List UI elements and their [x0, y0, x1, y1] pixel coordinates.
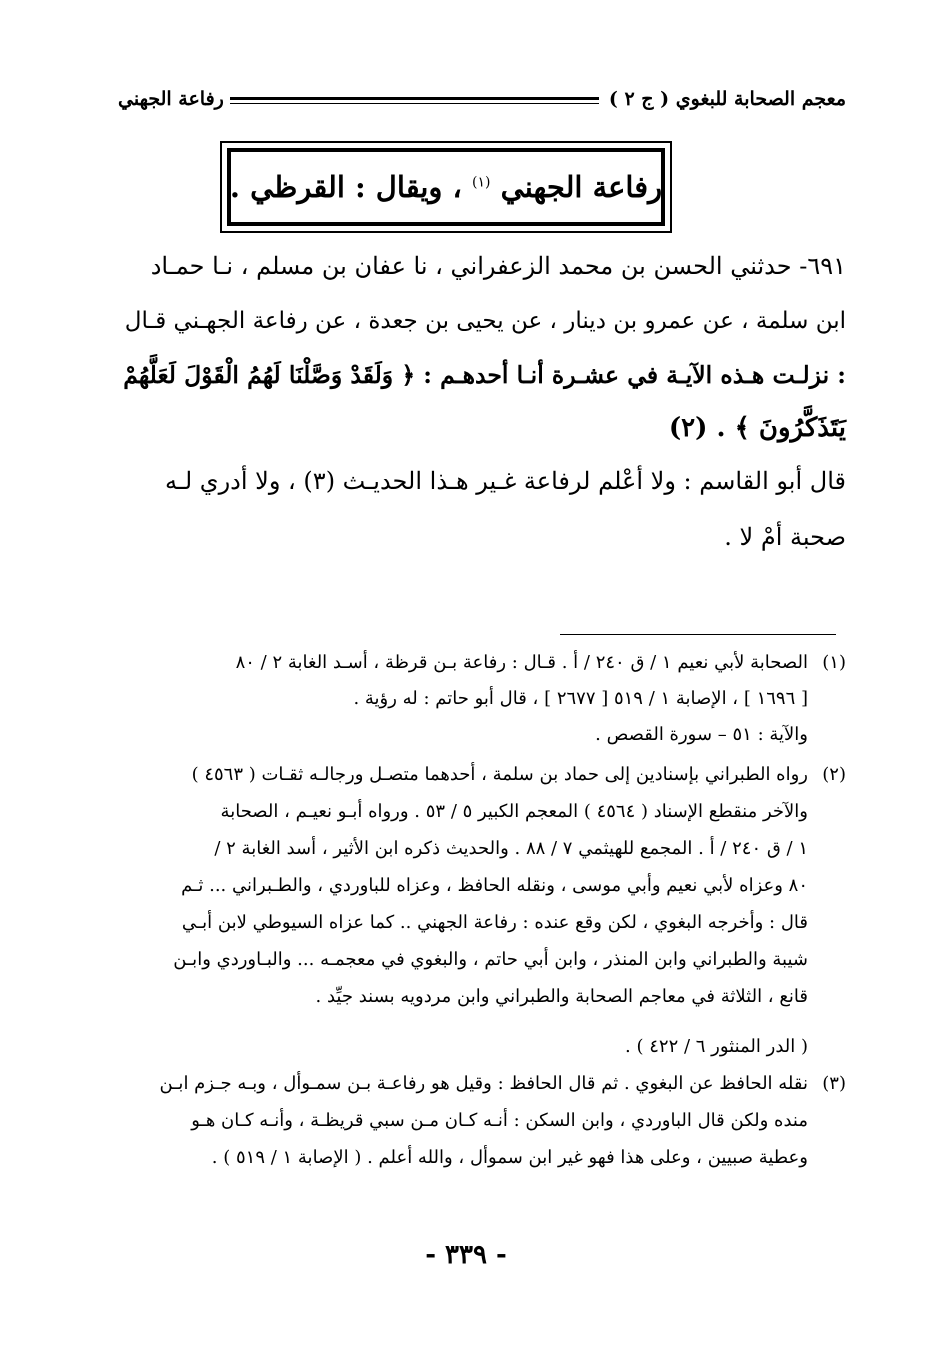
- footnote-line: قانع ، الثلاثة في معاجم الصحابة والطبراني وابن مردويه بسند جيِّد .: [315, 986, 808, 1007]
- footnote-line: الصحابة لأبي نعيم ١ / ق ٢٤٠ / أ . قـال : رفاعة بـن قرظة ، أسـد الغابة ٢ / ٨٠: [235, 652, 808, 673]
- footnote-line: قال : وأخرجه البغوي ، لكن وقع عنده : رفاعة الجهني .. كما عزاه السيوطي لابن أبـي: [181, 912, 808, 933]
- footnote-line: والآية : ٥١ – سورة القصص .: [595, 724, 808, 745]
- body-line-quran: يَتَذَكَّرُونَ ﴾ . (٢): [668, 413, 846, 443]
- footnote-separator: [560, 634, 836, 635]
- body-line: صحبة أمْ لا .: [724, 523, 846, 551]
- footnote-line: نقله الحافظ عن البغوي . ثم قال الحافظ : وقيل هو رفاعـة بـن سمـوأل ، وبـه جـزم ابـن: [159, 1073, 808, 1094]
- footnote-line: وعطية صبيين ، وعلى هذا فهو غير ابن سموأل ، والله أعلم . ( الإصابة ١ / ٥١٩ ) .: [211, 1147, 808, 1168]
- footnote-line: ( الدر المنثور ٦ / ٤٢٢ ) .: [625, 1036, 808, 1057]
- running-header: [118, 88, 846, 116]
- title-main: رفاعة الجهني: [500, 170, 663, 204]
- footnote-line: شيبة والطبراني وابن المنذر ، وابن أبي حاتم ، والبغوي في معجمـه ... والبـاوردي وابـن: [173, 949, 808, 970]
- entry-title: [230, 170, 662, 204]
- page-number: - ٣٣٩ -: [425, 1240, 507, 1270]
- footnote-number: (٣): [822, 1073, 846, 1094]
- header-rule: [230, 97, 599, 104]
- header-book-title: معجم الصحابة للبغوي ( ج ٢ ): [608, 88, 846, 110]
- body-line: ٦٩١- حدثني الحسن بن محمد الزعفراني ، نا عفان بن مسلم ، نـا حمـاد: [150, 252, 846, 280]
- header-entry-name: رفاعة الجهني: [118, 88, 224, 110]
- footnote-line: ٨٠ وعزاه لأبي نعيم وأبي موسى ، ونقله الحافظ ، وعزاه للباوردي ، والطـبراني ... ثـم: [181, 875, 808, 896]
- footnote-line: [ ١٦٩٦ ] ، الإصابة ١ / ٥١٩ [ ٢٦٧٧ ] ، قال أبو حاتم : له رؤية .: [353, 688, 808, 709]
- body-line: قال أبو القاسم : ولا أعْلم لرفاعة غـير هـذا الحديـث (٣) ، ولا أدري لـه: [164, 467, 846, 495]
- footnote-line: ١ / ق ٢٤٠ / أ . المجمع للهيثمي ٧ / ٨٨ . والحديث ذكره ابن الأثير ، أسد الغابة ٢ /: [214, 838, 808, 859]
- entry-title-box: [220, 141, 672, 233]
- footnote-line: والآخر منقطع الإسناد ( ٤٥٦٤ ) المعجم الكبير ٥ / ٥٣ . ورواه أبـو نعيـم ، الصحابة: [220, 801, 808, 822]
- body-line-quran: : نزلـت هـذه الآيـة في عشـرة أنـا أحدهـم : ﴿ وَلَقَدْ وَصَّلْنَا لَهُمُ الْقَوْلَ لَعَلَّهُمْ: [123, 361, 846, 389]
- footnote-line: منده ولكن قال الباوردي ، وابن السكن : أنـه كـان مـن سبي قريظـة ، وأنـه كـان هـو: [191, 1110, 808, 1131]
- footnote-number: (٢): [822, 764, 846, 785]
- footnote-line: رواه الطبراني بإسنادين إلى حماد بن سلمة ، أحدهما متصـل ورجالـه ثقـات ( ٤٥٦٣ ): [191, 764, 808, 785]
- title-note-ref: (١): [472, 174, 491, 191]
- footnote-number: (١): [822, 652, 846, 673]
- body-line: ابن سلمة ، عن عمرو بن دينار ، عن يحيى بن جعدة ، عن رفاعة الجهـني قـال: [124, 308, 846, 334]
- title-rest: ، ويقال : القرظي .: [229, 170, 462, 204]
